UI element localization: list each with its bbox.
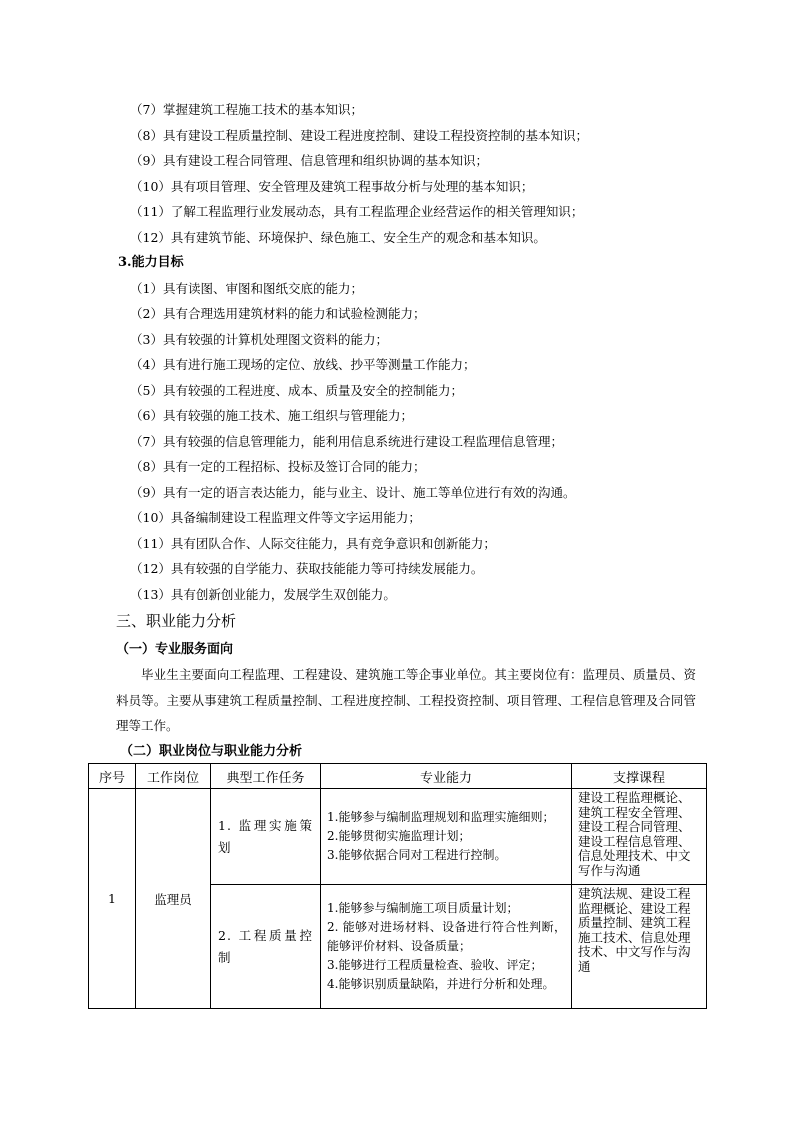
ability-item: （13）具有创新创业能力，发展学生双创能力。 bbox=[130, 587, 396, 602]
knowledge-item: （7）掌握建筑工程施工技术的基本知识； bbox=[130, 102, 363, 117]
cell-post: 监理员 bbox=[136, 789, 211, 1009]
ability-line: 1.能够参与编制监理规划和监理实施细则； bbox=[327, 810, 555, 824]
knowledge-item: （8）具有建设工程质量控制、建设工程进度控制、建设工程投资控制的基本知识； bbox=[130, 128, 588, 143]
header-seq: 序号 bbox=[89, 764, 136, 789]
ability-item: （7）具有较强的信息管理能力，能利用信息系统进行建设工程监理信息管理； bbox=[130, 434, 563, 449]
ability-item: （8）具有一定的工程招标、投标及签订合同的能力； bbox=[130, 459, 426, 474]
cell-ability bbox=[321, 789, 572, 885]
cell-course: 建设工程监理概论、建筑工程安全管理、建设工程合同管理、建设工程信息管理、信息处理技术、中文写作与沟通 bbox=[572, 789, 707, 885]
header-course: 支撑课程 bbox=[572, 764, 707, 789]
subsection-title: （二）职业岗位与职业能力分析 bbox=[120, 744, 303, 759]
ability-line: 1.能够参与编制施工项目质量计划； bbox=[327, 901, 519, 915]
ability-line: 3.能够进行工程质量检查、验收、评定； bbox=[327, 958, 543, 972]
section-title: 三、职业能力分析 bbox=[116, 612, 237, 630]
cell-seq: 1 bbox=[89, 789, 136, 1009]
ability-item: （11）具有团队合作、人际交往能力，具有竞争意识和创新能力； bbox=[130, 536, 496, 551]
ability-item: （6）具有较强的施工技术、施工组织与管理能力； bbox=[130, 408, 413, 423]
ability-line: 4.能够识别质量缺陷，并进行分析和处理。 bbox=[327, 977, 555, 991]
ability-line: 3.能够依据合同对工程进行控制。 bbox=[327, 848, 507, 862]
ability-item: （4）具有进行施工现场的定位、放线、抄平等测量工作能力； bbox=[130, 357, 476, 372]
cell-task: 1. 监理实施策划 bbox=[211, 789, 321, 885]
knowledge-item: （12）具有建筑节能、环境保护、绿色施工、安全生产的观念和基本知识。 bbox=[130, 230, 546, 245]
cell-ability bbox=[321, 885, 572, 1009]
ability-line: 2. 能够对进场材料、设备进行符合性判断，能够评价材料、设备质量； bbox=[327, 920, 566, 953]
cell-task: 2. 工程质量控制 bbox=[211, 885, 321, 1009]
cell-course: 建筑法规、建设工程监理概论、建设工程质量控制、建筑工程施工技术、信息处理技术、中文写作与沟通 bbox=[572, 885, 707, 1009]
header-post: 工作岗位 bbox=[136, 764, 211, 789]
ability-item: （2）具有合理选用建筑材料的能力和试验检测能力； bbox=[130, 306, 426, 321]
service-paragraph: 毕业生主要面向工程监理、工程建设、建筑施工等企事业单位。其主要岗位有：监理员、质量员、资料员等。主要从事建筑工程质量控制、工程进度控制、工程投资控制、项目管理、工程信息管理及合同管理等工作。 bbox=[116, 667, 696, 734]
table-row bbox=[89, 789, 707, 885]
job-ability-table bbox=[88, 763, 707, 1009]
ability-item: （9）具有一定的语言表达能力，能与业主、设计、施工等单位进行有效的沟通。 bbox=[130, 485, 576, 500]
knowledge-item: （9）具有建设工程合同管理、信息管理和组织协调的基本知识； bbox=[130, 153, 488, 168]
ability-item: （3）具有较强的计算机处理图文资料的能力； bbox=[130, 332, 388, 347]
knowledge-item: （11）了解工程监理行业发展动态，具有工程监理企业经营运作的相关管理知识； bbox=[130, 204, 584, 219]
ability-item: （1）具有读图、审图和图纸交底的能力； bbox=[130, 281, 363, 296]
ability-item: （10）具备编制建设工程监理文件等文字运用能力； bbox=[130, 510, 421, 525]
table-header-row bbox=[89, 764, 707, 789]
header-ability: 专业能力 bbox=[321, 764, 572, 789]
knowledge-item: （10）具有项目管理、安全管理及建筑工程事故分析与处理的基本知识； bbox=[130, 179, 534, 194]
ability-heading: 3.能力目标 bbox=[118, 255, 184, 270]
subsection-title: （一）专业服务面向 bbox=[116, 642, 234, 657]
ability-item: （12）具有较强的自学能力、获取技能能力等可持续发展能力。 bbox=[130, 561, 484, 576]
ability-line: 2.能够贯彻实施监理计划； bbox=[327, 829, 471, 843]
ability-item: （5）具有较强的工程进度、成本、质量及安全的控制能力； bbox=[130, 383, 463, 398]
header-task: 典型工作任务 bbox=[211, 764, 321, 789]
